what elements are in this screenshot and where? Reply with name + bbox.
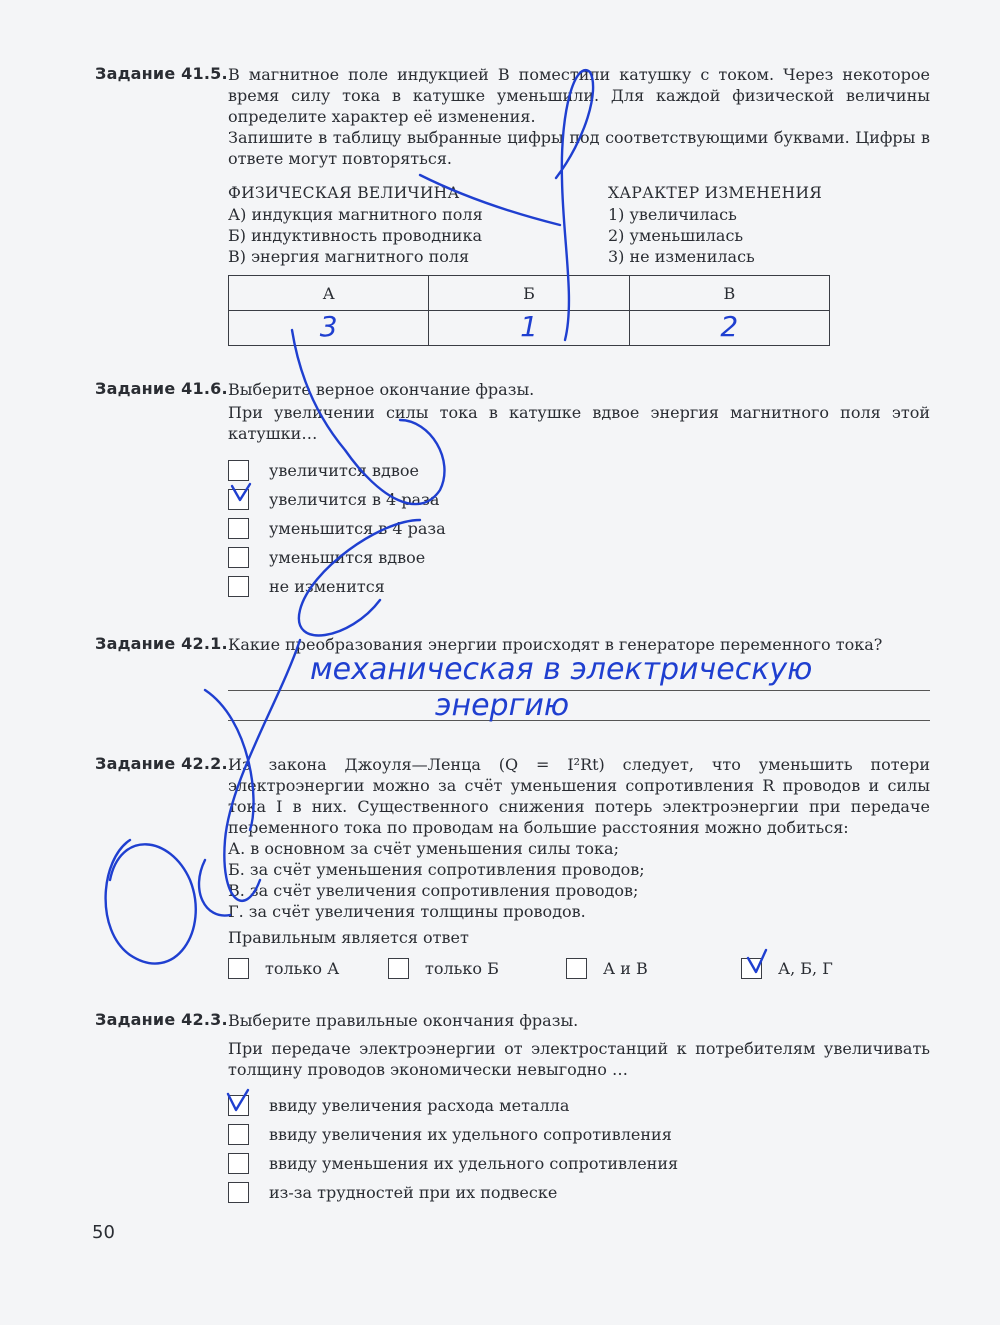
- right-item: 3) не изменилась: [608, 247, 755, 266]
- option-label: увеличится вдвое: [269, 461, 419, 480]
- task-label: Задание 41.5.: [95, 64, 228, 83]
- matching-columns: [228, 183, 930, 266]
- task-text: В магнитное поле индукцией B поместили катушку с током. Через некоторое время силу тока в катушке уменьшили. Для каждой физической величины определите характер её изменения.: [228, 65, 930, 126]
- answer-table: [228, 275, 830, 346]
- page-number: 50: [92, 1222, 115, 1243]
- table-header-v: В: [629, 276, 829, 311]
- list-item: Г. за счёт увеличения толщины проводов.: [228, 902, 586, 921]
- task-label: Задание 42.3.: [95, 1010, 228, 1029]
- option-row[interactable]: [228, 543, 930, 572]
- left-item: Б) индуктивность проводника: [228, 226, 483, 245]
- list-item: В. за счёт увеличения сопротивления проводов;: [228, 881, 639, 900]
- table-header-b: Б: [429, 276, 629, 311]
- answer-cell-b[interactable]: [429, 311, 629, 346]
- task-stem: При увеличении силы тока в катушке вдвое энергия магнитного поля этой катушки…: [228, 403, 930, 443]
- checkbox[interactable]: [228, 576, 249, 597]
- option-label: ввиду увеличения расхода металла: [269, 1096, 570, 1115]
- option-row[interactable]: [228, 485, 930, 514]
- task-label: Задание 42.1.: [95, 634, 228, 653]
- task-prompt: Выберите верное окончание фразы.: [228, 380, 535, 399]
- option-label: уменьшится в 4 раза: [269, 519, 446, 538]
- answer-prompt: Правильным является ответ: [228, 928, 469, 947]
- scribble-stroke: [106, 840, 196, 964]
- checkbox[interactable]: [228, 958, 249, 979]
- answer-line[interactable]: [228, 690, 930, 691]
- task-stem: При передаче электроэнергии от электростанций к потребителям увеличивать толщину проводов экономически невыгодно …: [228, 1039, 930, 1079]
- option-item[interactable]: [228, 958, 388, 979]
- option-label: А и В: [603, 959, 648, 978]
- option-row[interactable]: [228, 1149, 930, 1178]
- option-label: А, Б, Г: [778, 959, 833, 978]
- checkbox[interactable]: [228, 460, 249, 481]
- handwritten-answer: 2: [720, 309, 739, 343]
- option-row[interactable]: [228, 1120, 930, 1149]
- handwritten-answer: энергию: [435, 688, 570, 723]
- option-label: только А: [265, 959, 340, 978]
- checkbox-checked[interactable]: [228, 1095, 249, 1116]
- answer-cell-v[interactable]: [629, 311, 829, 346]
- checkbox[interactable]: [228, 1153, 249, 1174]
- task-question: Какие преобразования энергии происходят в генераторе переменного тока?: [228, 635, 883, 654]
- answer-cell-a[interactable]: [229, 311, 429, 346]
- list-item: Б. за счёт уменьшения сопротивления проводов;: [228, 860, 645, 879]
- right-item: 2) уменьшилась: [608, 226, 744, 245]
- option-item[interactable]: [388, 958, 566, 979]
- task-label: Задание 41.6.: [95, 379, 228, 398]
- option-label: не изменится: [269, 577, 385, 596]
- table-header-a: А: [229, 276, 429, 311]
- option-label: ввиду увеличения их удельного сопротивления: [269, 1125, 672, 1144]
- option-label: увеличится в 4 раза: [269, 490, 440, 509]
- task-label: Задание 42.2.: [95, 754, 228, 773]
- option-label: только Б: [425, 959, 499, 978]
- task-prompt: Выберите правильные окончания фразы.: [228, 1011, 579, 1030]
- option-row[interactable]: [228, 456, 930, 485]
- checkbox[interactable]: [388, 958, 409, 979]
- checkbox[interactable]: [228, 1182, 249, 1203]
- handwritten-answer: 1: [520, 309, 538, 343]
- option-item[interactable]: [741, 958, 833, 979]
- option-label: из-за трудностей при их подвеске: [269, 1183, 558, 1202]
- checkbox-checked[interactable]: [228, 489, 249, 510]
- checkbox[interactable]: [228, 518, 249, 539]
- checkbox[interactable]: [566, 958, 587, 979]
- option-row[interactable]: [228, 572, 930, 601]
- option-label: уменьшится вдвое: [269, 548, 426, 567]
- list-item: А. в основном за счёт уменьшения силы тока;: [228, 839, 619, 858]
- checkbox-checked[interactable]: [741, 958, 762, 979]
- checkbox[interactable]: [228, 547, 249, 568]
- answer-options: [228, 958, 930, 979]
- handwritten-answer: 3: [319, 309, 338, 343]
- option-row[interactable]: [228, 514, 930, 543]
- left-column-heading: ФИЗИЧЕСКАЯ ВЕЛИЧИНА: [228, 184, 460, 202]
- answer-line[interactable]: [228, 720, 930, 721]
- checkbox[interactable]: [228, 1124, 249, 1145]
- option-item[interactable]: [566, 958, 741, 979]
- left-item: А) индукция магнитного поля: [228, 205, 483, 224]
- option-row[interactable]: [228, 1178, 930, 1207]
- handwritten-answer: механическая в электрическую: [310, 652, 813, 687]
- option-label: ввиду уменьшения их удельного сопротивления: [269, 1154, 679, 1173]
- task-text: Из закона Джоуля—Ленца (Q = I²Rt) следует, что уменьшить потери электроэнергии можно за счёт уменьшения сопротивления R проводов и силы тока I в них. Существенного снижения потерь электроэнергии при передаче переменного тока по проводам на большие расстояния можно добиться:: [228, 755, 930, 837]
- option-row[interactable]: [228, 1091, 930, 1120]
- scribble-stroke: [199, 860, 230, 916]
- task-instruction: Запишите в таблицу выбранные цифры под соответствующими буквами. Цифры в ответе могут повторяться.: [228, 128, 930, 168]
- left-item: В) энергия магнитного поля: [228, 247, 470, 266]
- right-item: 1) увеличилась: [608, 205, 737, 224]
- right-column-heading: ХАРАКТЕР ИЗМЕНЕНИЯ: [608, 184, 823, 202]
